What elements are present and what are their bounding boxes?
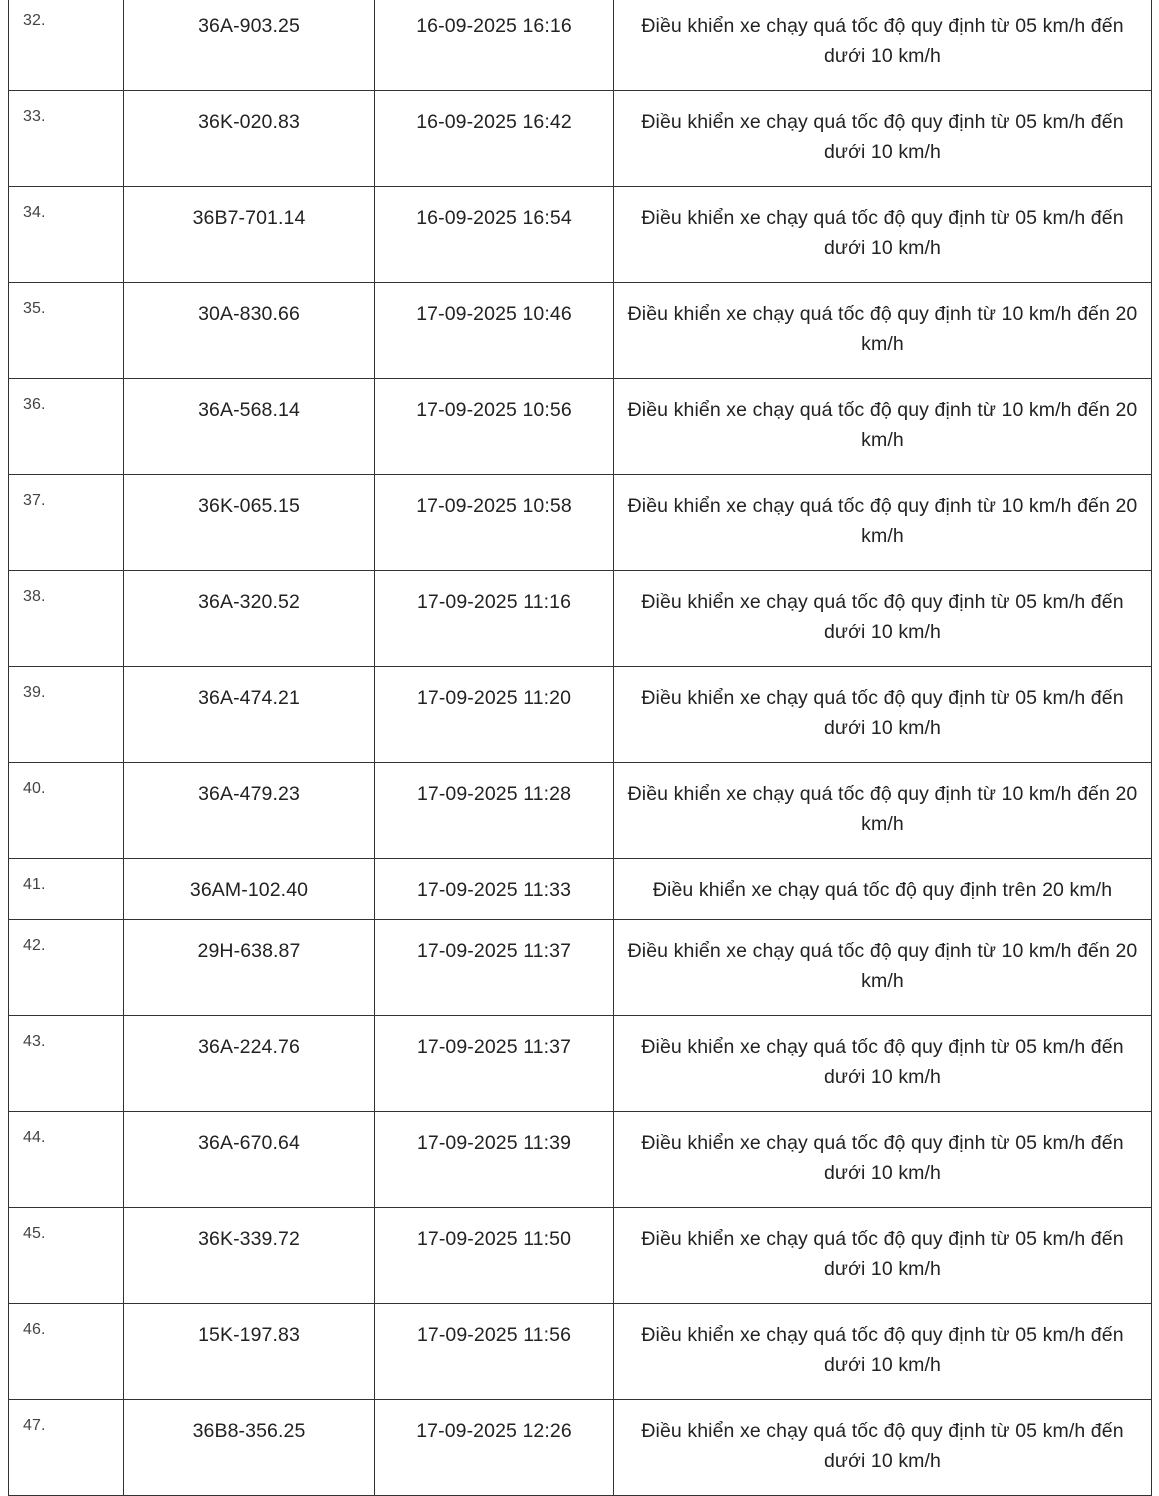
table-row bbox=[9, 0, 1152, 91]
license-plate: 29H-638.87 bbox=[124, 920, 375, 1016]
table-row bbox=[9, 379, 1152, 475]
violation-time: 17-09-2025 11:39 bbox=[375, 1112, 614, 1208]
license-plate: 36K-065.15 bbox=[124, 475, 375, 571]
violations-table-container bbox=[8, 0, 1152, 1496]
violation-time: 17-09-2025 10:46 bbox=[375, 283, 614, 379]
violation-time: 16-09-2025 16:16 bbox=[375, 0, 614, 91]
row-number: 46. bbox=[9, 1304, 124, 1400]
violations-table-body bbox=[9, 0, 1152, 1496]
row-number: 36. bbox=[9, 379, 124, 475]
row-number: 42. bbox=[9, 920, 124, 1016]
table-row bbox=[9, 1400, 1152, 1496]
violation-time: 17-09-2025 11:28 bbox=[375, 763, 614, 859]
row-number: 40. bbox=[9, 763, 124, 859]
violation-description: Điều khiển xe chạy quá tốc độ quy định từ 05 km/h đến dưới 10 km/h bbox=[614, 91, 1152, 187]
violations-table bbox=[8, 0, 1152, 1496]
violation-time: 17-09-2025 10:56 bbox=[375, 379, 614, 475]
row-number: 47. bbox=[9, 1400, 124, 1496]
violation-description: Điều khiển xe chạy quá tốc độ quy định từ 10 km/h đến 20 km/h bbox=[614, 475, 1152, 571]
violation-description: Điều khiển xe chạy quá tốc độ quy định từ 05 km/h đến dưới 10 km/h bbox=[614, 0, 1152, 91]
violation-description: Điều khiển xe chạy quá tốc độ quy định từ 05 km/h đến dưới 10 km/h bbox=[614, 667, 1152, 763]
violation-time: 17-09-2025 11:37 bbox=[375, 1016, 614, 1112]
table-row bbox=[9, 859, 1152, 920]
violation-time: 17-09-2025 11:50 bbox=[375, 1208, 614, 1304]
violation-description: Điều khiển xe chạy quá tốc độ quy định từ 05 km/h đến dưới 10 km/h bbox=[614, 187, 1152, 283]
license-plate: 36B7-701.14 bbox=[124, 187, 375, 283]
license-plate: 30A-830.66 bbox=[124, 283, 375, 379]
row-number: 39. bbox=[9, 667, 124, 763]
row-number: 44. bbox=[9, 1112, 124, 1208]
table-row bbox=[9, 1016, 1152, 1112]
violation-description: Điều khiển xe chạy quá tốc độ quy định từ 05 km/h đến dưới 10 km/h bbox=[614, 1016, 1152, 1112]
license-plate: 36A-903.25 bbox=[124, 0, 375, 91]
license-plate: 36AM-102.40 bbox=[124, 859, 375, 920]
violation-time: 17-09-2025 11:56 bbox=[375, 1304, 614, 1400]
license-plate: 36A-670.64 bbox=[124, 1112, 375, 1208]
license-plate: 36A-568.14 bbox=[124, 379, 375, 475]
violation-description: Điều khiển xe chạy quá tốc độ quy định trên 20 km/h bbox=[614, 859, 1152, 920]
violation-time: 17-09-2025 11:33 bbox=[375, 859, 614, 920]
row-number: 37. bbox=[9, 475, 124, 571]
violation-description: Điều khiển xe chạy quá tốc độ quy định từ 10 km/h đến 20 km/h bbox=[614, 283, 1152, 379]
table-row bbox=[9, 1112, 1152, 1208]
violation-description: Điều khiển xe chạy quá tốc độ quy định từ 05 km/h đến dưới 10 km/h bbox=[614, 1112, 1152, 1208]
license-plate: 36K-020.83 bbox=[124, 91, 375, 187]
table-row bbox=[9, 920, 1152, 1016]
violation-time: 16-09-2025 16:42 bbox=[375, 91, 614, 187]
row-number: 35. bbox=[9, 283, 124, 379]
row-number: 43. bbox=[9, 1016, 124, 1112]
license-plate: 36A-224.76 bbox=[124, 1016, 375, 1112]
violation-description: Điều khiển xe chạy quá tốc độ quy định từ 10 km/h đến 20 km/h bbox=[614, 379, 1152, 475]
table-row bbox=[9, 1304, 1152, 1400]
table-row bbox=[9, 91, 1152, 187]
violation-time: 17-09-2025 10:58 bbox=[375, 475, 614, 571]
row-number: 33. bbox=[9, 91, 124, 187]
violation-time: 17-09-2025 11:16 bbox=[375, 571, 614, 667]
violation-time: 17-09-2025 11:20 bbox=[375, 667, 614, 763]
violation-description: Điều khiển xe chạy quá tốc độ quy định từ 05 km/h đến dưới 10 km/h bbox=[614, 1208, 1152, 1304]
violation-description: Điều khiển xe chạy quá tốc độ quy định từ 10 km/h đến 20 km/h bbox=[614, 920, 1152, 1016]
violation-description: Điều khiển xe chạy quá tốc độ quy định từ 05 km/h đến dưới 10 km/h bbox=[614, 1400, 1152, 1496]
violation-time: 17-09-2025 11:37 bbox=[375, 920, 614, 1016]
violation-time: 17-09-2025 12:26 bbox=[375, 1400, 614, 1496]
row-number: 32. bbox=[9, 0, 124, 91]
row-number: 41. bbox=[9, 859, 124, 920]
violation-time: 16-09-2025 16:54 bbox=[375, 187, 614, 283]
table-row bbox=[9, 475, 1152, 571]
row-number: 45. bbox=[9, 1208, 124, 1304]
license-plate: 36A-320.52 bbox=[124, 571, 375, 667]
row-number: 38. bbox=[9, 571, 124, 667]
table-row bbox=[9, 283, 1152, 379]
license-plate: 36K-339.72 bbox=[124, 1208, 375, 1304]
table-row bbox=[9, 187, 1152, 283]
table-row bbox=[9, 571, 1152, 667]
license-plate: 36B8-356.25 bbox=[124, 1400, 375, 1496]
license-plate: 36A-474.21 bbox=[124, 667, 375, 763]
table-row bbox=[9, 763, 1152, 859]
table-row bbox=[9, 667, 1152, 763]
license-plate: 36A-479.23 bbox=[124, 763, 375, 859]
violation-description: Điều khiển xe chạy quá tốc độ quy định từ 10 km/h đến 20 km/h bbox=[614, 763, 1152, 859]
table-row bbox=[9, 1208, 1152, 1304]
violation-description: Điều khiển xe chạy quá tốc độ quy định từ 05 km/h đến dưới 10 km/h bbox=[614, 1304, 1152, 1400]
license-plate: 15K-197.83 bbox=[124, 1304, 375, 1400]
row-number: 34. bbox=[9, 187, 124, 283]
violation-description: Điều khiển xe chạy quá tốc độ quy định từ 05 km/h đến dưới 10 km/h bbox=[614, 571, 1152, 667]
